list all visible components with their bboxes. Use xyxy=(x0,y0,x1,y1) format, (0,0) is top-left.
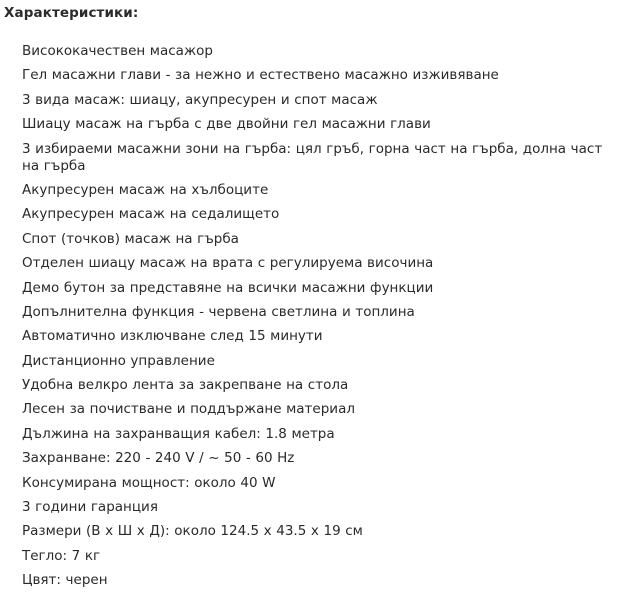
list-item: 3 години гаранция xyxy=(22,499,158,516)
list-item: Захранване: 220 - 240 V / ~ 50 - 60 Hz xyxy=(22,450,295,467)
list-item: 3 избираеми масажни зони на гърба: цял гръб, горна част на гърба, долна част на гърба xyxy=(22,140,603,174)
list-item: Шиацу масаж на гърба с две двойни гел масажни глави xyxy=(22,116,431,133)
list-item: 3 вида масаж: шиацу, акупресурен и спот масаж xyxy=(22,91,378,108)
list-item: Удобна велкро лента за закрепване на стола xyxy=(22,377,349,394)
list-item: Спот (точков) масаж на гърба xyxy=(22,230,239,247)
list-item: Консумирана мощност: около 40 W xyxy=(22,474,276,491)
list-item: Лесен за почистване и поддържане материал xyxy=(22,401,355,418)
list-item: Акупресурен масаж на седалището xyxy=(22,206,280,223)
list-item: Размери (В х Ш х Д): около 124.5 х 43.5 х 19 см xyxy=(22,523,363,540)
list-item: Акупресурен масаж на хълбоците xyxy=(22,181,269,198)
section-title: Характеристики: xyxy=(4,5,139,21)
list-item: Висококачествен масажор xyxy=(22,43,213,59)
list-item: Автоматично изключване след 15 минути xyxy=(22,328,323,345)
list-item: Дължина на захранващия кабел: 1.8 метра xyxy=(22,425,335,442)
features-list xyxy=(22,43,614,597)
list-item: Цвят: черен xyxy=(22,572,108,589)
list-item: Тегло: 7 кг xyxy=(22,547,101,564)
list-item: Демо бутон за представяне на всички масажни функции xyxy=(22,279,434,296)
list-item: Отделен шиацу масаж на врата с регулируема височина xyxy=(22,255,434,272)
list-item: Допълнителна функция - червена светлина и топлина xyxy=(22,303,415,320)
list-item: Дистанционно управление xyxy=(22,352,215,369)
list-item: Гел масажни глави - за нежно и естествено масажно изживяване xyxy=(22,67,499,84)
